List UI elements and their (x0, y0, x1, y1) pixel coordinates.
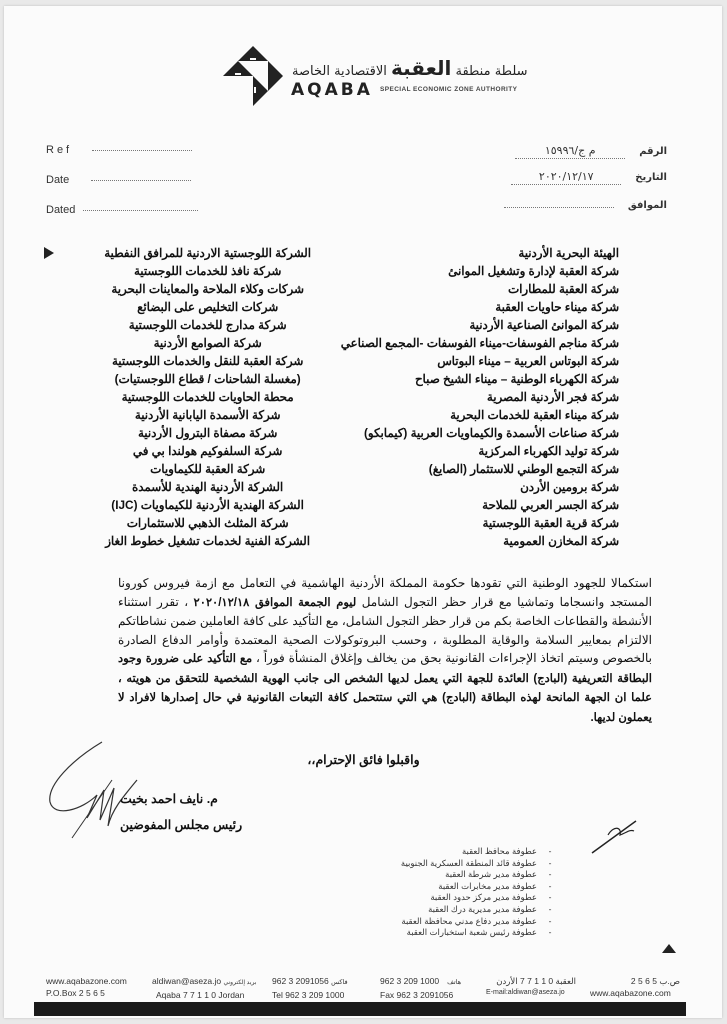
recipient-item: شركة قرية العقبة اللوجستية (482, 516, 619, 530)
footer-ar-email: E-mail:aldiwan@aseza.jo (486, 989, 565, 996)
footer-fax-label: فاكس (331, 979, 348, 986)
cc-item: - عطوفة مدير مخابرات العقبة (401, 881, 557, 893)
ref-label: Ref (46, 144, 73, 156)
footer-tel: Tel 962 3 209 1000 (272, 990, 345, 1000)
triangle-up-icon (662, 944, 676, 953)
date-field-ar (511, 170, 667, 185)
footer-fax: 962 3 2091056 (272, 976, 329, 986)
ref-field-ar (515, 144, 667, 159)
footer-email-city (152, 975, 256, 1001)
date-value: ٢٠٢٠/١٢/١٧ (511, 170, 621, 185)
cc-item: - عطوفة مدير مركز حدود العقبة (401, 892, 557, 904)
footer-ar-website: www.aqabazone.com (590, 988, 671, 998)
recipient-item: الهيئة البحرية الأردنية (518, 246, 619, 260)
initials-icon (590, 815, 640, 855)
recipient-item: شركة الجسر العربي للملاحة (482, 498, 619, 512)
footer-ar-pobox: ص.ب 5 6 5 2 (630, 976, 680, 986)
org-name: العقبة (390, 56, 452, 80)
aqaba-logo-icon (222, 44, 284, 106)
cc-list (401, 846, 557, 939)
recipient-item: شركة الكهرباء الوطنية – ميناء الشيخ صباح (414, 372, 619, 386)
cc-item: - عطوفة رئيس شعبة استخبارات العقبة (401, 927, 557, 939)
footer-bar (34, 1002, 686, 1016)
play-arrow-icon (44, 247, 54, 259)
recipient-item: شركة الموانئ الصناعية الأردنية (469, 318, 619, 332)
cc-item: - عطوفة مدير مديرية درك العقبة (401, 904, 557, 916)
footer-city: Aqaba 7 7 1 1 0 Jordan (156, 990, 245, 1000)
ref-value: م ج/١٥٩٩٦ (515, 144, 625, 159)
ref-field-en (46, 144, 192, 156)
recipient-item: الشركة اللوجستية الاردنية للمرافق النفطية (104, 246, 311, 260)
org-prefix: سلطة منطقة (455, 64, 528, 79)
recipient-item: الشركة الهندية الأردنية للكيماويات (IJC) (111, 498, 304, 512)
recipient-item: شركة العقبة لإدارة وتشغيل الموانئ (448, 264, 619, 278)
body-bold-badge: مع التأكيد على ضرورة وجود البطاقة التعريفية (البادج) العائدة للجهة التي يعمل لديها الشخص الى جانب الهوية الشخصية للتحقق من هويته ، علما ان الجهة المانحة لهذه البطاقة (البادج) هي التي ستتحمل كافة التبعات القانونية في حال إصدارها لافراد لا يعملون لديها. (118, 653, 652, 724)
org-suffix: الاقتصادية الخاصة (292, 64, 387, 79)
body-text-1: استكمالا للجهود الوطنية التي تقودها حكومة المملكة الأردنية الهاشمية في التعامل مع ازمة فيروس كورونا المستجد وانسجاما وتماشيا مع قرار حظر التجول الشامل (118, 576, 652, 609)
recipient-item: شركة فجر الأردنية المصرية (486, 390, 619, 404)
recipient-item: شركة المثلث الذهبي للاستثمارات (126, 516, 289, 530)
cc-item: - عطوفة مدير شرطة العقبة (401, 869, 557, 881)
body-text-2: ، تقرر استثناء الأنشطة والقطاعات الخاصة بكم من قرار حظر التجول الشامل، مع التأكيد على كافة العاملين ضمن نشاطاتكم الالتزام بمعايير السلامة والوقاية المطلوبة ، وحسب البروتوكولات الصحية المعتمدة وأوامر الدفاع الصادرة بالخصوص وسيتم اتخاذ الإجراءات القانونية بحق من يخالف وإغلاق المنشأة فوراً ، (118, 594, 652, 665)
date-dots (91, 180, 191, 181)
date-field-en (46, 174, 191, 186)
footer-ar-city-email (486, 975, 576, 999)
footer-email-label: بريد إلكتروني (223, 980, 257, 986)
recipient-item: الشركة الأردنية الهندية للأسمدة (132, 480, 284, 494)
recipient-item: شركة نافذ للخدمات اللوجستية (133, 264, 282, 278)
recipient-item: شركة ميناء العقبة للخدمات البحرية (450, 408, 619, 422)
body-bold-date: ليوم الجمعة الموافق ٢٠٢٠/١٢/١٨ (193, 596, 357, 609)
recipient-item: شركة الأسمدة اليابانية الأردنية (134, 408, 281, 422)
letter-body (118, 574, 652, 727)
recipient-item: شركة العقبة للمطارات (508, 282, 619, 296)
footer-ar-tel: 962 3 209 1000 (380, 976, 440, 986)
recipient-item: (مغسلة الشاحنات / قطاع اللوجستيات) (114, 372, 301, 386)
footer-ar-pobox-web (590, 975, 680, 999)
dated-dots (83, 210, 198, 211)
ref-dots (92, 150, 192, 151)
footer-pobox: P.O.Box 2 5 6 5 (46, 988, 105, 998)
cc-item: - عطوفة قائد المنطقة العسكرية الجنوبية (401, 858, 557, 870)
footer-fax-tel (272, 975, 348, 1001)
recipient-item: شركة العقبة للكيماويات (150, 462, 266, 476)
cc-item: - عطوفة مدير دفاع مدني محافظة العقبة (401, 916, 557, 928)
recipient-item: شركة مصفاة البترول الأردنية (137, 426, 278, 440)
recipient-item: شركة مدارج للخدمات اللوجستية (128, 318, 287, 332)
recipient-item: شركة التجمع الوطني للاستثمار (الصايغ) (428, 462, 619, 476)
recipient-item: محطة الحاويات للخدمات اللوجستية (121, 390, 294, 404)
footer-email: aldiwan@aseza.jo (152, 976, 222, 986)
dated-value (504, 206, 614, 208)
dated-field-en (46, 204, 198, 216)
closing-salutation: واقبلوا فائق الإحترام،، (307, 753, 420, 767)
footer-ar-tel-fax (380, 975, 461, 1001)
org-name-arabic (292, 56, 528, 80)
recipient-item: شركة العقبة للنقل والخدمات اللوجستية (111, 354, 304, 368)
ref-label-ar: الرقم (639, 146, 667, 157)
recipients-right-list (341, 244, 619, 550)
signatory-name: م. نايف احمد بخيت (120, 792, 218, 806)
recipient-item: شركة مناجم الفوسفات-ميناء الفوسفات -المجمع الصناعي (340, 336, 619, 350)
dated-label: Dated (46, 204, 76, 216)
footer-website: www.aqabazone.com (46, 976, 127, 986)
footer-web-pobox (46, 975, 127, 999)
recipient-item: شركة المخازن العمومية (503, 534, 619, 548)
recipient-item: شركة توليد الكهرباء المركزية (478, 444, 619, 458)
recipient-item: شركة صناعات الأسمدة والكيماويات العربية (كيمابكو) (363, 426, 619, 440)
org-name-latin: AQABA (291, 80, 373, 100)
signatory-title: رئيس مجلس المفوضين (120, 818, 243, 832)
recipients-left-list (104, 244, 311, 550)
dated-field-ar (504, 200, 667, 211)
recipient-item: الشركة الفنية لخدمات تشغيل خطوط الغاز (105, 534, 310, 548)
recipient-item: شركة البوتاس العربية – ميناء البوتاس (437, 354, 619, 368)
recipient-item: شركات التخليص على البضائع (137, 300, 279, 314)
recipient-item: شركات وكلاء الملاحة والمعاينات البحرية (111, 282, 304, 296)
footer-ar-tel-label: هاتف (447, 979, 462, 986)
date-label: Date (46, 174, 70, 186)
footer-ar-fax: Fax 962 3 2091056 (380, 990, 454, 1000)
cc-item: - عطوفة محافظ العقبة (401, 846, 557, 858)
recipient-item: شركة السلفوكيم هولندا بي في (132, 444, 283, 458)
date-label-ar: التاريخ (635, 172, 667, 183)
recipient-item: شركة برومين الأردن (520, 480, 619, 494)
recipient-item: شركة الصوامع الأردنية (153, 336, 262, 350)
dated-label-ar: الموافق (627, 200, 667, 211)
recipient-item: شركة ميناء حاويات العقبة (495, 300, 619, 314)
footer-ar-city: العقبة 0 1 1 7 7 الأردن (496, 976, 576, 986)
org-subtitle: SPECIAL ECONOMIC ZONE AUTHORITY (380, 86, 518, 93)
